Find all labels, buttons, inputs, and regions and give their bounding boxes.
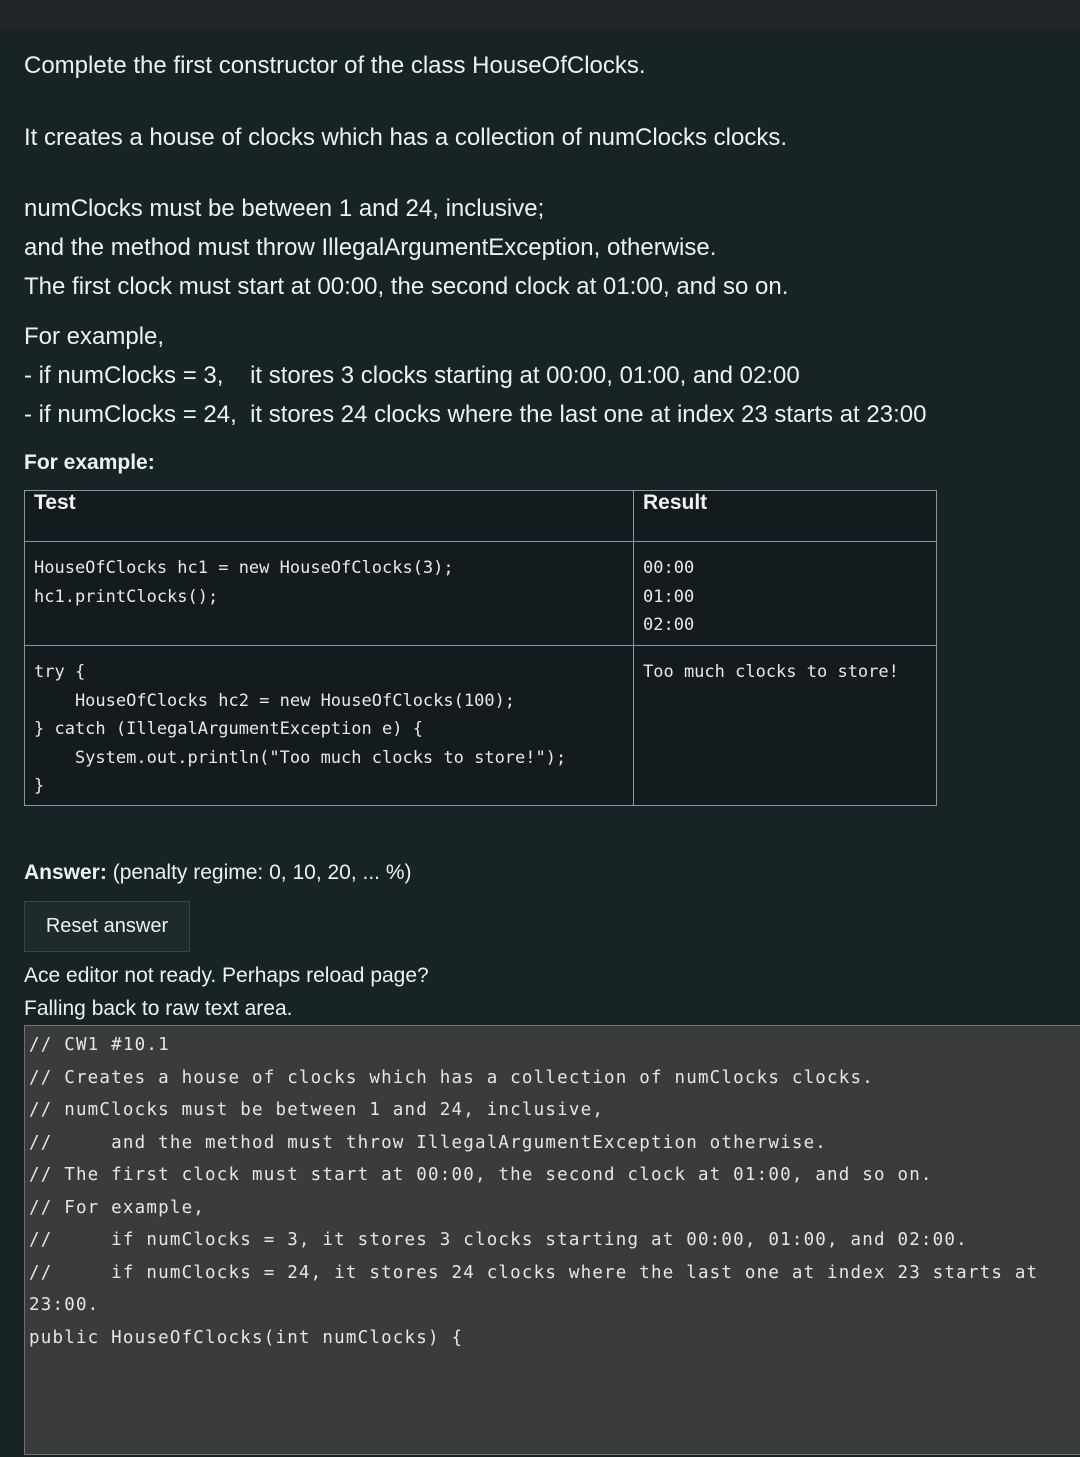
examples-table [24,490,937,806]
expected-result-cell: 00:00 01:00 02:00 [634,542,937,646]
column-header-test: Test [25,491,634,542]
question-text-line-5: The first clock must start at 00:00, the second clock at 01:00, and so on. [24,273,789,300]
table-row [25,542,937,646]
top-bar [0,0,1080,30]
table-row [25,646,937,806]
editor-warning-text: Ace editor not ready. Perhaps reload page? [24,964,429,987]
answer-label: Answer: [24,861,107,884]
penalty-regime-text: (penalty regime: 0, 10, 20, ... %) [112,861,412,884]
fallback-notice-text: Falling back to raw text area. [24,997,293,1020]
test-code-cell: HouseOfClocks hc1 = new HouseOfClocks(3); hc1.printClocks(); [25,542,634,646]
answer-code-textarea[interactable] [24,1025,1080,1455]
question-text-line-6: For example, [24,323,165,350]
question-text-line-3: numClocks must be between 1 and 24, inclusive; [24,195,545,222]
column-header-result: Result [634,491,937,542]
question-text-line-1: Complete the first constructor of the class HouseOfClocks. [24,52,646,79]
examples-header-row [25,491,937,542]
test-code-cell: try { HouseOfClocks hc2 = new HouseOfClocks(100); } catch (IllegalArgumentException e) { System.out.println("Too much clocks to store!"); } [25,646,634,806]
question-text-line-2: It creates a house of clocks which has a collection of numClocks clocks. [24,124,788,151]
question-text-line-7: - if numClocks = 3, it stores 3 clocks starting at 00:00, 01:00, and 02:00 [24,362,800,389]
reset-answer-button[interactable]: Reset answer [24,901,190,952]
question-text-line-8: - if numClocks = 24, it stores 24 clocks where the last one at index 23 starts at 23:00 [24,401,927,428]
expected-result-cell: Too much clocks to store! [634,646,937,806]
examples-heading: For example: [24,451,155,474]
answer-header [24,858,412,888]
question-text-line-4: and the method must throw IllegalArgumentException, otherwise. [24,234,717,261]
